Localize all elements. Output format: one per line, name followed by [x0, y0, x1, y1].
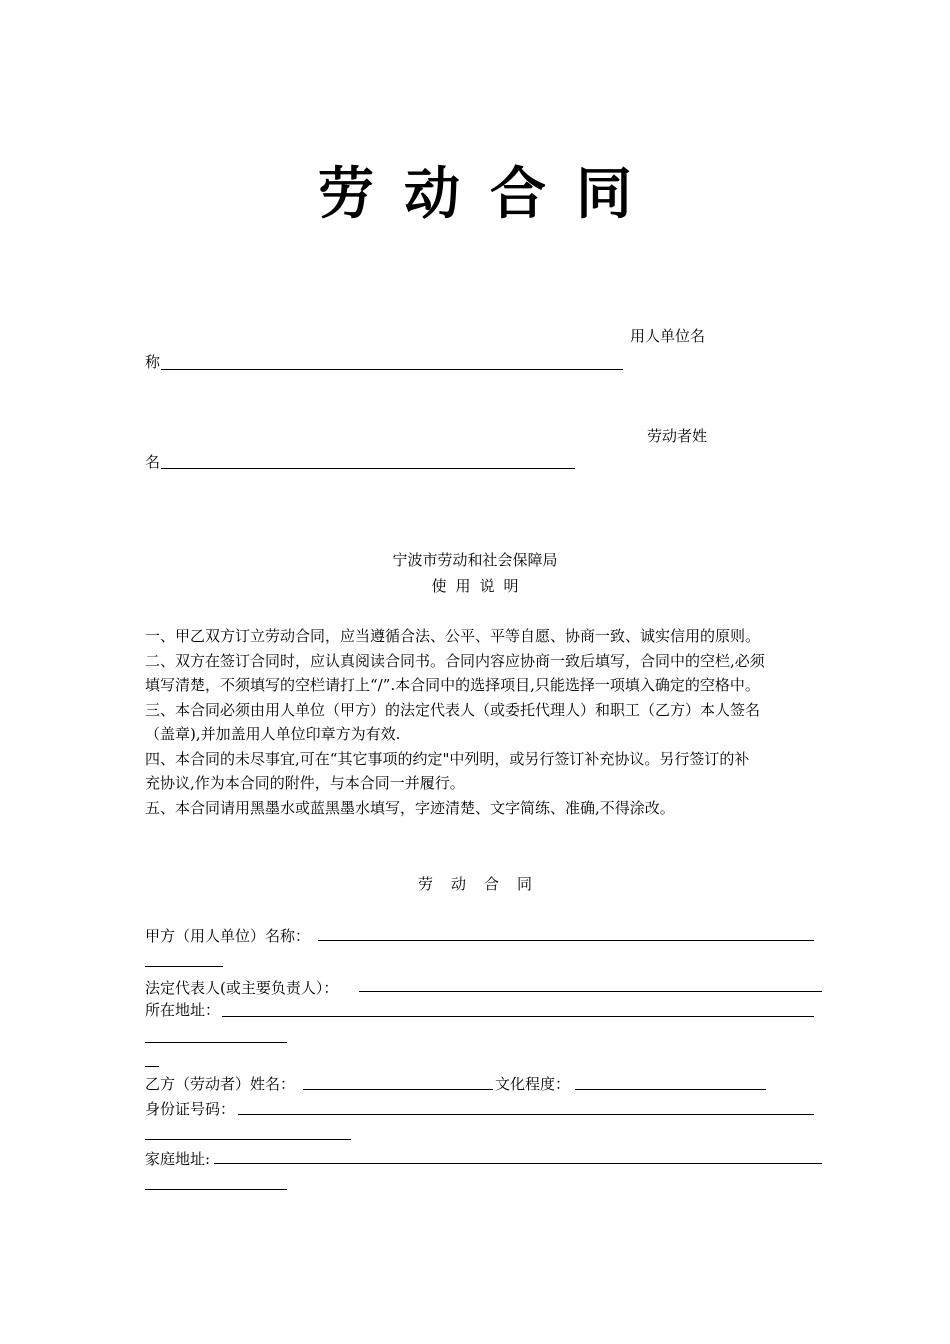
address-field-cont2[interactable]	[145, 1066, 159, 1067]
instructions-heading: 使用说明	[431, 577, 528, 595]
address-field[interactable]	[222, 1016, 814, 1017]
issuer-name: 宁波市劳动和社会保障局	[392, 551, 558, 569]
education-label: 文化程度：	[495, 1075, 571, 1093]
employer-name-label-part2: 称	[145, 353, 161, 371]
instruction-line: 三、本合同必须由用人单位（甲方）的法定代表人（或委托代理人）和职工（乙方）本人签名	[145, 700, 761, 719]
contract-heading: 劳动合同	[417, 875, 550, 893]
employer-name-label-part1: 用人单位名	[630, 327, 706, 345]
instruction-line: 五、本合同请用黑墨水或蓝黑墨水填写，字迹清楚、文字简练、准确,不得涂改。	[145, 798, 675, 817]
party-a-name-label: 甲方（用人单位）名称：	[145, 927, 311, 945]
instruction-line: （盖章),并加盖用人单位印章方为有效.	[145, 725, 401, 743]
address-label: 所在地址：	[145, 1001, 221, 1019]
address-field-cont[interactable]	[145, 1042, 287, 1043]
instruction-line: 填写清楚，不须填写的空栏请打上“/”.本合同中的选择项目,只能选择一项填入确定的空格中。	[145, 676, 760, 694]
instruction-line: 四、本合同的未尽事宜,可在“其它事项的约定"中列明，或另行签订补充协议。另行签订的补	[145, 749, 750, 768]
party-a-name-field[interactable]	[318, 940, 814, 941]
instruction-line: 充协议,作为本合同的附件，与本合同一并履行。	[145, 774, 465, 792]
home-address-label: 家庭地址:	[145, 1150, 211, 1168]
document-title: 劳动合同	[318, 162, 662, 227]
party-b-name-field[interactable]	[303, 1089, 493, 1090]
home-address-field[interactable]	[214, 1163, 822, 1164]
legal-rep-field[interactable]	[359, 991, 822, 992]
legal-rep-label: 法定代表人(或主要负责人）：	[145, 979, 339, 997]
id-number-field[interactable]	[238, 1114, 814, 1115]
worker-name-field[interactable]	[161, 468, 575, 469]
worker-name-label-part1: 劳动者姓	[647, 427, 708, 445]
party-a-name-field-cont[interactable]	[145, 966, 223, 967]
instruction-line: 二、双方在签订合同时，应认真阅读合同书。合同内容应协商一致后填写，合同中的空栏,必须	[145, 651, 765, 670]
party-b-name-label: 乙方（劳动者）姓名：	[145, 1075, 296, 1093]
instruction-line: 一、甲乙双方订立劳动合同，应当遵循合法、公平、平等自愿、协商一致、诚实信用的原则。	[145, 627, 761, 645]
id-number-field-cont[interactable]	[145, 1139, 351, 1140]
employer-name-field[interactable]	[161, 369, 623, 370]
education-field[interactable]	[575, 1089, 766, 1090]
home-address-field-cont[interactable]	[145, 1189, 287, 1190]
instructions-body	[145, 624, 765, 820]
worker-name-label-part2: 名	[145, 453, 161, 471]
id-number-label: 身份证号码：	[145, 1100, 236, 1118]
